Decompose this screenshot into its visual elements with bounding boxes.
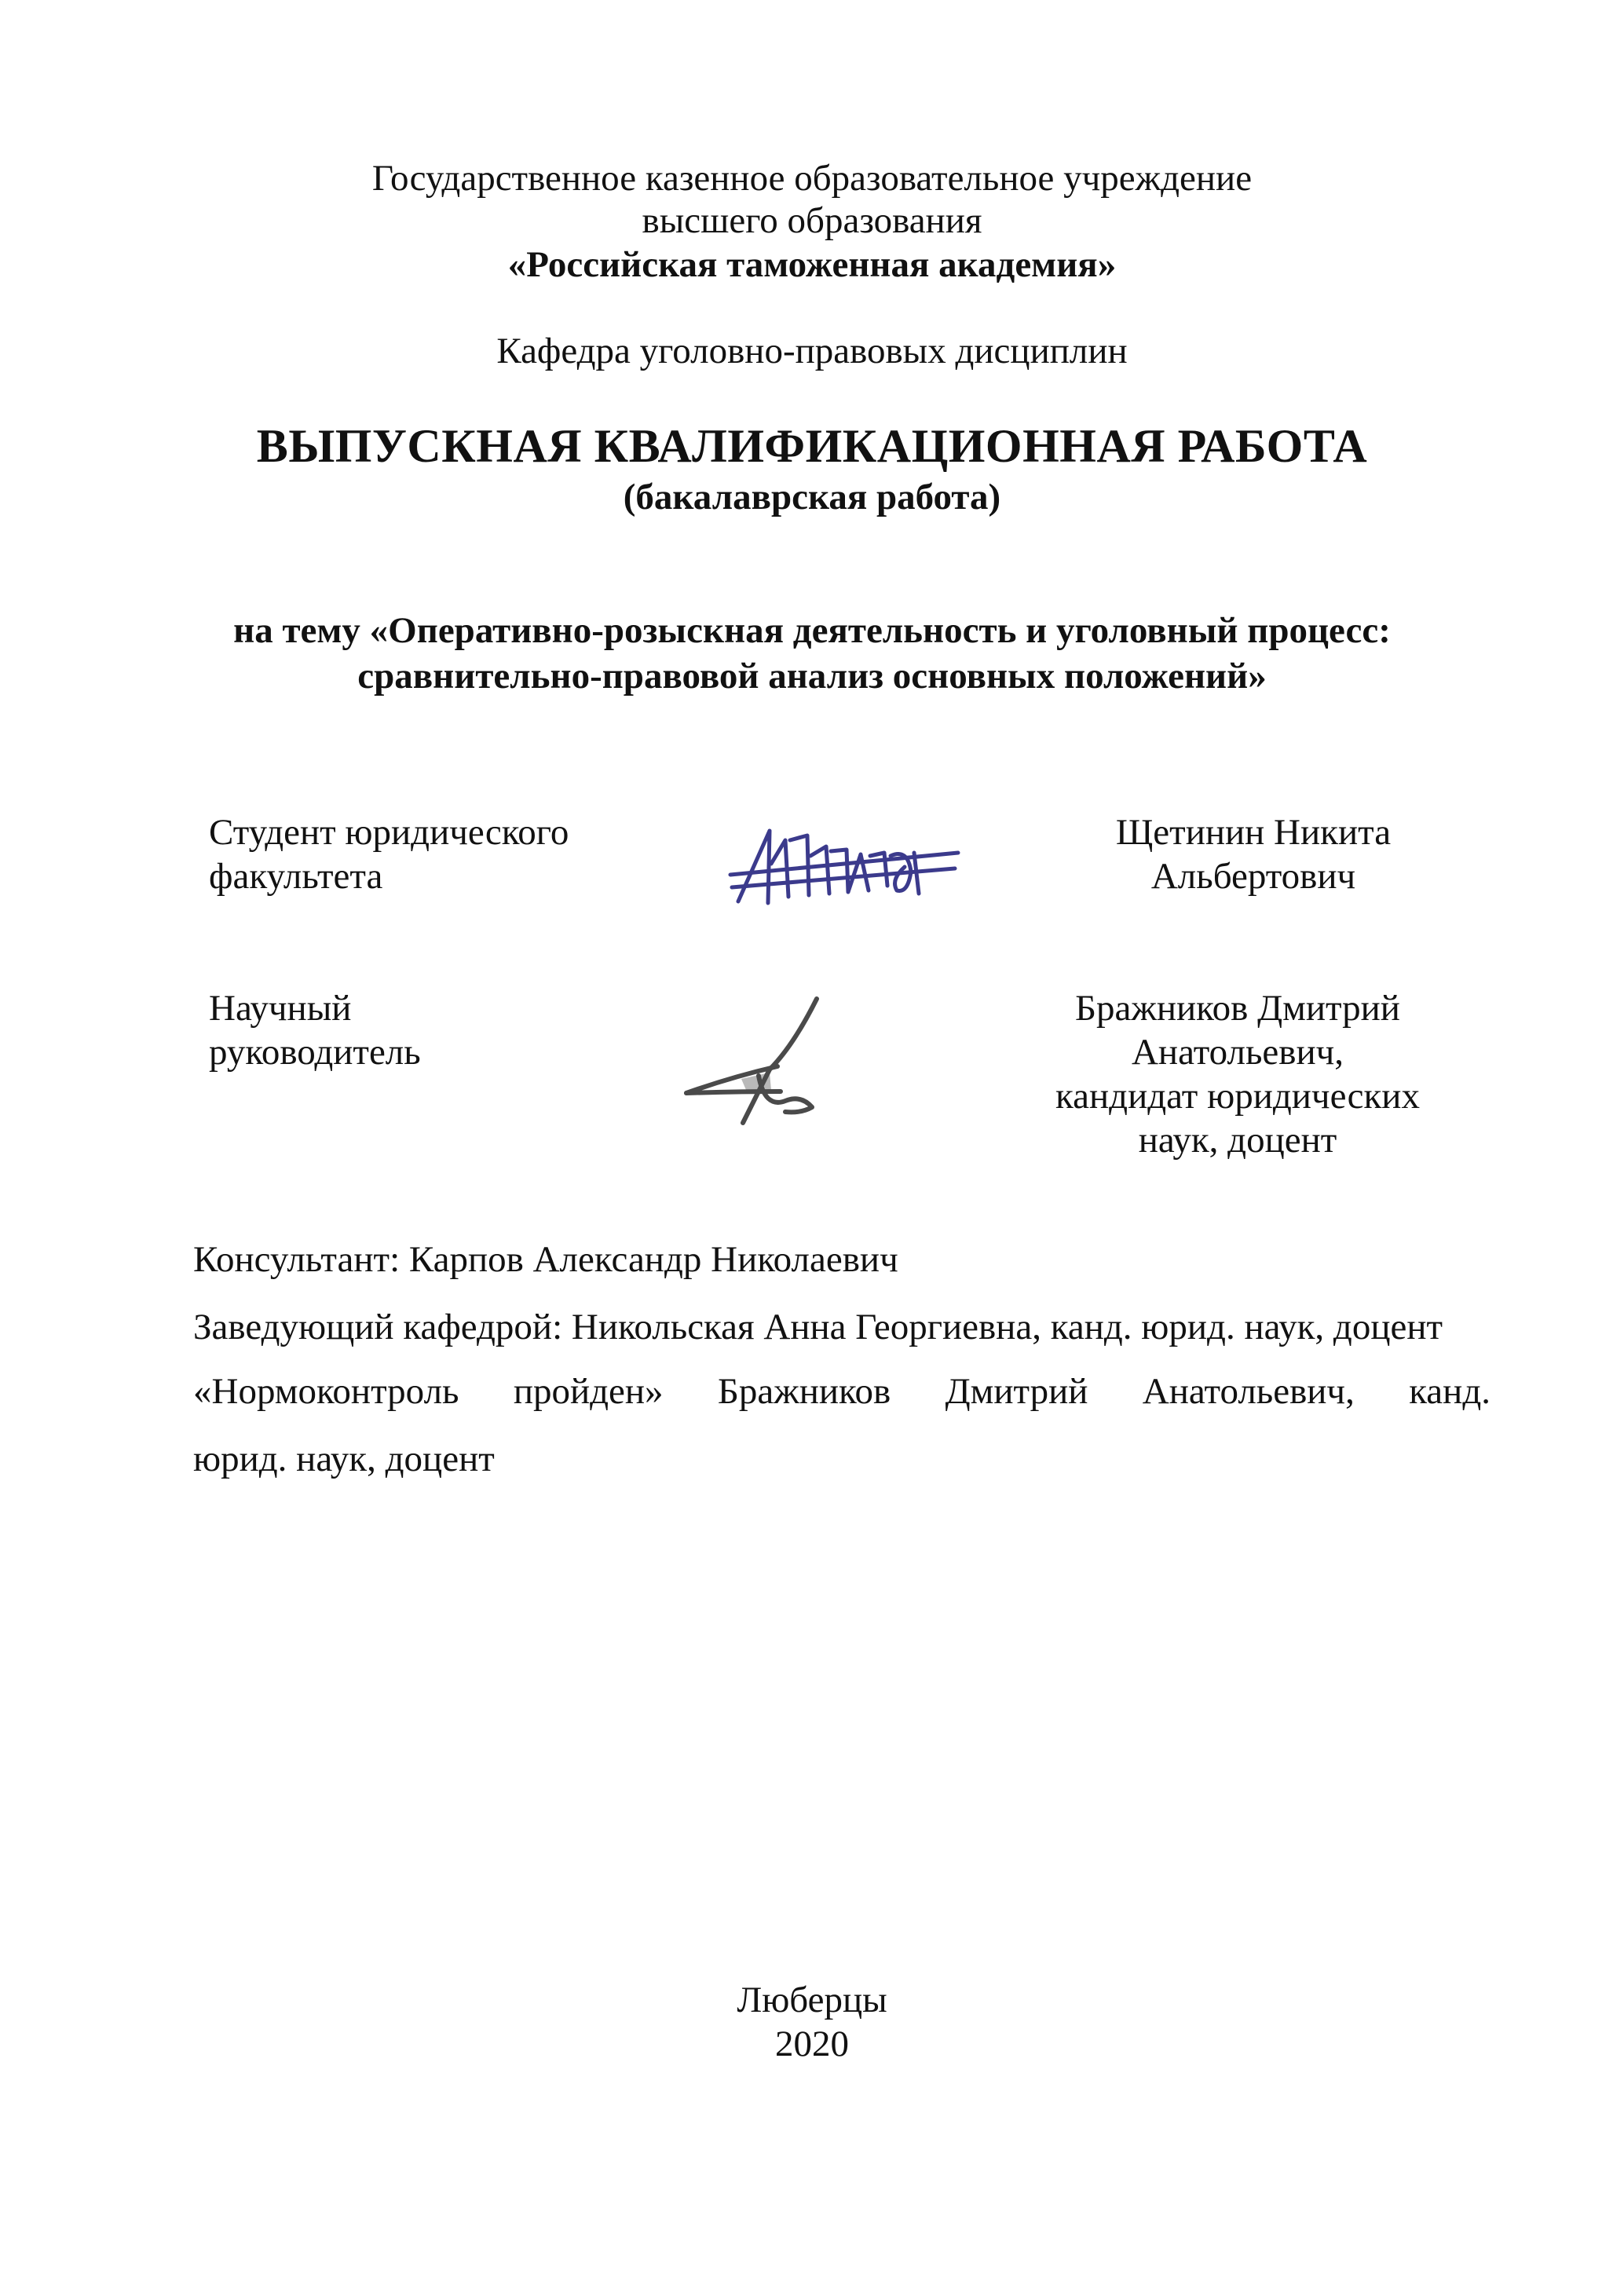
- supervisor-name-line-3: кандидат юридических: [1055, 1076, 1420, 1117]
- student-name-line-2: Альбертович: [1150, 856, 1356, 897]
- student-role-line-2: факультета: [209, 856, 383, 897]
- student-name-line-1: Щетинин Никита: [1115, 812, 1392, 853]
- consultant-line: Консультант: Карпов Александр Николаевич: [193, 1239, 898, 1280]
- supervisor-name-line-2: Анатольевич,: [1131, 1032, 1344, 1073]
- normcontrol-word: Бражников: [717, 1371, 891, 1412]
- supervisor-role-line-2: руководитель: [209, 1032, 421, 1073]
- institution-line-2: высшего образования: [642, 200, 982, 241]
- topic-line-2: сравнительно-правовой анализ основных положений»: [357, 656, 1267, 696]
- supervisor-signature: [683, 991, 840, 1132]
- student-name: [978, 810, 1528, 898]
- topic-line-1: на тему «Оперативно-розыскная деятельность и уголовный процесс:: [233, 610, 1391, 651]
- department-name: Кафедра уголовно-правовых дисциплин: [496, 331, 1128, 371]
- normcontrol-word: канд.: [1409, 1371, 1490, 1412]
- supervisor-name-line-4: наук, доцент: [1138, 1120, 1337, 1161]
- normcontrol-word: «Нормоконтроль: [193, 1371, 459, 1412]
- head-of-department-line: Заведующий кафедрой: Никольская Анна Георгиевна, канд. юрид. наук, доцент: [193, 1307, 1443, 1347]
- normcontrol-line-2: юрид. наук, доцент: [193, 1439, 495, 1479]
- student-signature: [722, 809, 974, 919]
- normcontrol-word: Анатольевич,: [1142, 1371, 1355, 1412]
- institution-name: «Российская таможенная академия»: [507, 244, 1117, 285]
- normcontrol-word: Дмитрий: [945, 1371, 1088, 1412]
- normcontrol-word: пройден»: [513, 1371, 664, 1412]
- work-subtitle: (бакалаврская работа): [623, 477, 1001, 517]
- supervisor-role-line-1: Научный: [209, 988, 352, 1029]
- supervisor-name: [963, 986, 1512, 1162]
- year: 2020: [775, 2024, 849, 2064]
- normcontrol-line-1: [193, 1369, 1490, 1413]
- institution-line-1: Государственное казенное образовательное учреждение: [371, 158, 1253, 199]
- supervisor-name-line-1: Бражников Дмитрий: [1075, 988, 1400, 1029]
- student-role-line-1: Студент юридического: [209, 812, 569, 853]
- work-title: ВЫПУСКНАЯ КВАЛИФИКАЦИОННАЯ РАБОТА: [256, 420, 1368, 472]
- city: Люберцы: [737, 1980, 887, 2020]
